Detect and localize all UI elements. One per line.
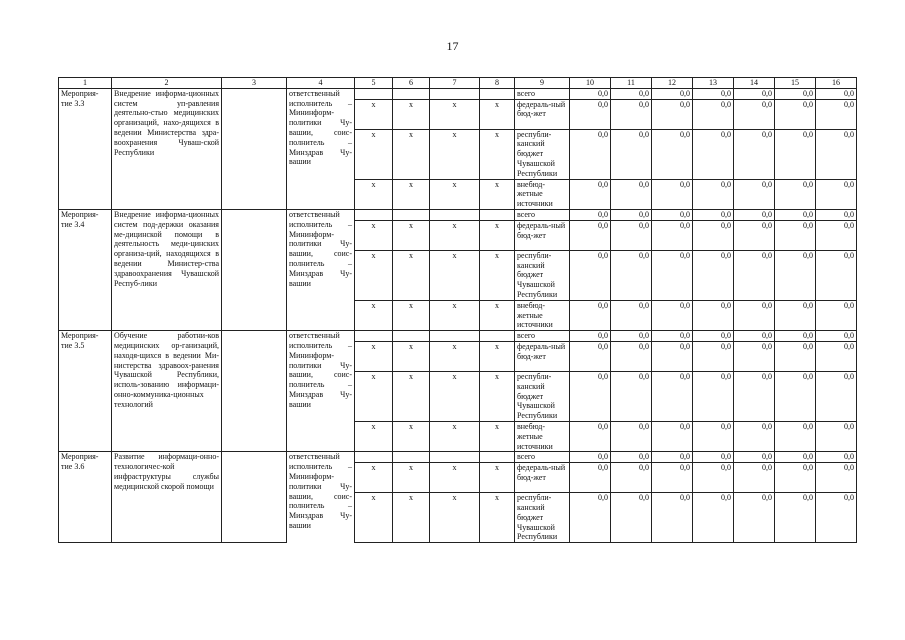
col-header: 4 <box>287 78 355 89</box>
value-cell: 0,0 <box>652 129 693 179</box>
empty-cell <box>393 209 430 220</box>
empty-cell <box>222 331 287 452</box>
value-cell: 0,0 <box>570 331 611 342</box>
value-cell: 0,0 <box>734 463 775 493</box>
value-cell: 0,0 <box>693 99 734 129</box>
x-mark: x <box>393 371 430 421</box>
col-header: 10 <box>570 78 611 89</box>
value-cell: 0,0 <box>652 220 693 250</box>
value-cell: 0,0 <box>693 88 734 99</box>
funding-source: всего <box>515 331 570 342</box>
col-header: 1 <box>59 78 112 89</box>
value-cell: 0,0 <box>816 209 857 220</box>
x-mark: x <box>393 250 430 300</box>
x-mark: x <box>355 129 393 179</box>
value-cell: 0,0 <box>693 493 734 543</box>
value-cell: 0,0 <box>611 421 652 451</box>
value-cell: 0,0 <box>652 331 693 342</box>
x-mark: x <box>393 463 430 493</box>
value-cell: 0,0 <box>775 331 816 342</box>
value-cell: 0,0 <box>570 463 611 493</box>
funding-source: республи-канский бюджет Чувашской Республики <box>515 493 570 543</box>
empty-cell <box>393 331 430 342</box>
value-cell: 0,0 <box>570 179 611 209</box>
value-cell: 0,0 <box>816 371 857 421</box>
x-mark: x <box>430 179 480 209</box>
col-header: 9 <box>515 78 570 89</box>
col-header: 7 <box>430 78 480 89</box>
value-cell: 0,0 <box>816 331 857 342</box>
funding-source: федераль-ный бюд-жет <box>515 220 570 250</box>
x-mark: x <box>430 341 480 371</box>
value-cell: 0,0 <box>693 179 734 209</box>
page-number: 17 <box>446 39 459 53</box>
x-mark: x <box>480 341 515 371</box>
col-header: 15 <box>775 78 816 89</box>
empty-cell <box>393 452 430 463</box>
value-cell: 0,0 <box>816 129 857 179</box>
value-cell: 0,0 <box>816 179 857 209</box>
x-mark: x <box>430 220 480 250</box>
value-cell: 0,0 <box>734 250 775 300</box>
x-mark: x <box>393 493 430 543</box>
value-cell: 0,0 <box>693 331 734 342</box>
x-mark: x <box>480 129 515 179</box>
x-mark: x <box>430 421 480 451</box>
value-cell: 0,0 <box>693 463 734 493</box>
executor: ответственный исполнитель – Мининформ-политики Чу-вашии, соис-полнитель – Минздрав Чу-вашии <box>287 209 355 330</box>
x-mark: x <box>480 220 515 250</box>
value-cell: 0,0 <box>816 88 857 99</box>
x-mark: x <box>480 250 515 300</box>
executor: ответственный исполнитель – Мининформ-политики Чу-вашии, соис-полнитель – Минздрав Чу-вашии <box>287 452 355 543</box>
x-mark: x <box>430 250 480 300</box>
value-cell: 0,0 <box>734 371 775 421</box>
value-cell: 0,0 <box>570 341 611 371</box>
value-cell: 0,0 <box>693 341 734 371</box>
empty-cell <box>430 331 480 342</box>
measure-name: Внедрение информа-ционных систем уп-равления деятельно-стью медицинских организаций, нахо-дящихся в ведении Министерства здра-воохранения Чуваш-ской Республики <box>112 88 222 209</box>
value-cell: 0,0 <box>775 341 816 371</box>
funding-source: республи-канский бюджет Чувашской Республики <box>515 129 570 179</box>
x-mark: x <box>430 371 480 421</box>
empty-cell <box>430 88 480 99</box>
x-mark: x <box>355 220 393 250</box>
col-header: 5 <box>355 78 393 89</box>
value-cell: 0,0 <box>570 129 611 179</box>
empty-cell <box>222 452 287 543</box>
value-cell: 0,0 <box>734 452 775 463</box>
column-number-row <box>59 78 857 89</box>
x-mark: x <box>480 463 515 493</box>
table-row <box>59 452 857 463</box>
value-cell: 0,0 <box>611 300 652 330</box>
value-cell: 0,0 <box>652 463 693 493</box>
x-mark: x <box>355 300 393 330</box>
value-cell: 0,0 <box>775 300 816 330</box>
col-header: 14 <box>734 78 775 89</box>
value-cell: 0,0 <box>652 493 693 543</box>
value-cell: 0,0 <box>652 99 693 129</box>
value-cell: 0,0 <box>652 88 693 99</box>
value-cell: 0,0 <box>816 463 857 493</box>
x-mark: x <box>430 463 480 493</box>
value-cell: 0,0 <box>570 300 611 330</box>
value-cell: 0,0 <box>816 341 857 371</box>
empty-cell <box>355 209 393 220</box>
x-mark: x <box>480 300 515 330</box>
funding-source: республи-канский бюджет Чувашской Республики <box>515 250 570 300</box>
value-cell: 0,0 <box>734 220 775 250</box>
value-cell: 0,0 <box>734 209 775 220</box>
value-cell: 0,0 <box>734 493 775 543</box>
value-cell: 0,0 <box>734 331 775 342</box>
value-cell: 0,0 <box>693 421 734 451</box>
x-mark: x <box>355 99 393 129</box>
value-cell: 0,0 <box>816 493 857 543</box>
value-cell: 0,0 <box>816 452 857 463</box>
value-cell: 0,0 <box>734 88 775 99</box>
value-cell: 0,0 <box>816 220 857 250</box>
value-cell: 0,0 <box>734 129 775 179</box>
measure-id: Мероприя-тие 3.4 <box>59 209 112 330</box>
x-mark: x <box>393 179 430 209</box>
value-cell: 0,0 <box>611 463 652 493</box>
value-cell: 0,0 <box>611 341 652 371</box>
x-mark: x <box>355 493 393 543</box>
x-mark: x <box>480 493 515 543</box>
x-mark: x <box>355 463 393 493</box>
value-cell: 0,0 <box>816 421 857 451</box>
value-cell: 0,0 <box>611 209 652 220</box>
value-cell: 0,0 <box>775 493 816 543</box>
empty-cell <box>480 88 515 99</box>
value-cell: 0,0 <box>652 341 693 371</box>
measure-id: Мероприя-тие 3.5 <box>59 331 112 452</box>
value-cell: 0,0 <box>652 421 693 451</box>
value-cell: 0,0 <box>775 421 816 451</box>
executor: ответственный исполнитель – Мининформ-политики Чу-вашии, соис-полнитель – Минздрав Чу-вашии <box>287 88 355 209</box>
executor: ответственный исполнитель – Мининформ-политики Чу-вашии, соис-полнитель – Минздрав Чу-вашии <box>287 331 355 452</box>
value-cell: 0,0 <box>734 179 775 209</box>
measure-name: Внедрение информа-ционных систем под-держки оказания ме-дицинской помощи в деятельность меди-цинских организа-ций, находящихся в ведении Министер-ства здравоохранения Чувашской Респуб-лики <box>112 209 222 330</box>
value-cell: 0,0 <box>816 99 857 129</box>
funding-source: республи-канский бюджет Чувашской Республики <box>515 371 570 421</box>
value-cell: 0,0 <box>570 220 611 250</box>
value-cell: 0,0 <box>570 88 611 99</box>
value-cell: 0,0 <box>570 250 611 300</box>
value-cell: 0,0 <box>693 371 734 421</box>
x-mark: x <box>355 341 393 371</box>
value-cell: 0,0 <box>611 331 652 342</box>
x-mark: x <box>480 371 515 421</box>
value-cell: 0,0 <box>611 250 652 300</box>
value-cell: 0,0 <box>570 493 611 543</box>
funding-source: внебюд-жетные источники <box>515 300 570 330</box>
x-mark: x <box>430 99 480 129</box>
value-cell: 0,0 <box>611 493 652 543</box>
value-cell: 0,0 <box>775 88 816 99</box>
table-row <box>59 331 857 342</box>
funding-source: всего <box>515 209 570 220</box>
empty-cell <box>430 209 480 220</box>
x-mark: x <box>393 341 430 371</box>
x-mark: x <box>430 300 480 330</box>
empty-cell <box>355 331 393 342</box>
value-cell: 0,0 <box>611 129 652 179</box>
value-cell: 0,0 <box>611 452 652 463</box>
value-cell: 0,0 <box>734 300 775 330</box>
value-cell: 0,0 <box>775 99 816 129</box>
funding-source: федераль-ный бюд-жет <box>515 463 570 493</box>
value-cell: 0,0 <box>775 463 816 493</box>
value-cell: 0,0 <box>652 371 693 421</box>
value-cell: 0,0 <box>570 452 611 463</box>
value-cell: 0,0 <box>816 300 857 330</box>
x-mark: x <box>393 220 430 250</box>
col-header: 13 <box>693 78 734 89</box>
value-cell: 0,0 <box>693 209 734 220</box>
col-header: 2 <box>112 78 222 89</box>
value-cell: 0,0 <box>816 250 857 300</box>
value-cell: 0,0 <box>693 250 734 300</box>
measure-name: Развитие информаци-онно-технологичес-кой инфраструктуры службы медицинской скорой помощи <box>112 452 222 543</box>
x-mark: x <box>393 300 430 330</box>
value-cell: 0,0 <box>775 209 816 220</box>
value-cell: 0,0 <box>693 452 734 463</box>
table-row <box>59 88 857 99</box>
col-header: 8 <box>480 78 515 89</box>
funding-source: всего <box>515 452 570 463</box>
value-cell: 0,0 <box>652 209 693 220</box>
empty-cell <box>355 452 393 463</box>
value-cell: 0,0 <box>652 452 693 463</box>
funding-source: внебюд-жетные источники <box>515 421 570 451</box>
value-cell: 0,0 <box>652 250 693 300</box>
value-cell: 0,0 <box>775 129 816 179</box>
value-cell: 0,0 <box>611 99 652 129</box>
value-cell: 0,0 <box>775 452 816 463</box>
measure-id: Мероприя-тие 3.6 <box>59 452 112 543</box>
empty-cell <box>480 452 515 463</box>
value-cell: 0,0 <box>693 129 734 179</box>
value-cell: 0,0 <box>570 421 611 451</box>
x-mark: x <box>355 179 393 209</box>
col-header: 6 <box>393 78 430 89</box>
value-cell: 0,0 <box>611 371 652 421</box>
x-mark: x <box>355 421 393 451</box>
measure-name: Обучение работни-ков медицинских ор-ганизаций, находя-щихся в ведении Ми-нистерства здравоох-ранения Чувашской Республики, исполь-зованию информаци-онно-коммуника-ционных технологий <box>112 331 222 452</box>
x-mark: x <box>480 179 515 209</box>
value-cell: 0,0 <box>652 300 693 330</box>
x-mark: x <box>430 129 480 179</box>
value-cell: 0,0 <box>570 99 611 129</box>
empty-cell <box>222 209 287 330</box>
value-cell: 0,0 <box>775 250 816 300</box>
funding-source: федераль-ный бюд-жет <box>515 99 570 129</box>
empty-cell <box>480 331 515 342</box>
col-header: 3 <box>222 78 287 89</box>
value-cell: 0,0 <box>611 179 652 209</box>
program-measures-table <box>58 77 857 543</box>
value-cell: 0,0 <box>570 209 611 220</box>
table-row <box>59 209 857 220</box>
value-cell: 0,0 <box>611 220 652 250</box>
value-cell: 0,0 <box>693 220 734 250</box>
value-cell: 0,0 <box>652 179 693 209</box>
x-mark: x <box>480 421 515 451</box>
col-header: 16 <box>816 78 857 89</box>
value-cell: 0,0 <box>734 341 775 371</box>
empty-cell <box>393 88 430 99</box>
value-cell: 0,0 <box>611 88 652 99</box>
x-mark: x <box>355 371 393 421</box>
empty-cell <box>430 452 480 463</box>
col-header: 12 <box>652 78 693 89</box>
x-mark: x <box>393 421 430 451</box>
value-cell: 0,0 <box>734 99 775 129</box>
empty-cell <box>355 88 393 99</box>
funding-source: федераль-ный бюд-жет <box>515 341 570 371</box>
value-cell: 0,0 <box>775 371 816 421</box>
funding-source: внебюд-жетные источники <box>515 179 570 209</box>
empty-cell <box>222 88 287 209</box>
empty-cell <box>480 209 515 220</box>
value-cell: 0,0 <box>775 220 816 250</box>
x-mark: x <box>393 99 430 129</box>
x-mark: x <box>393 129 430 179</box>
value-cell: 0,0 <box>734 421 775 451</box>
measure-id: Мероприя-тие 3.3 <box>59 88 112 209</box>
funding-source: всего <box>515 88 570 99</box>
value-cell: 0,0 <box>693 300 734 330</box>
col-header: 11 <box>611 78 652 89</box>
value-cell: 0,0 <box>570 371 611 421</box>
x-mark: x <box>480 99 515 129</box>
x-mark: x <box>430 493 480 543</box>
x-mark: x <box>355 250 393 300</box>
value-cell: 0,0 <box>775 179 816 209</box>
